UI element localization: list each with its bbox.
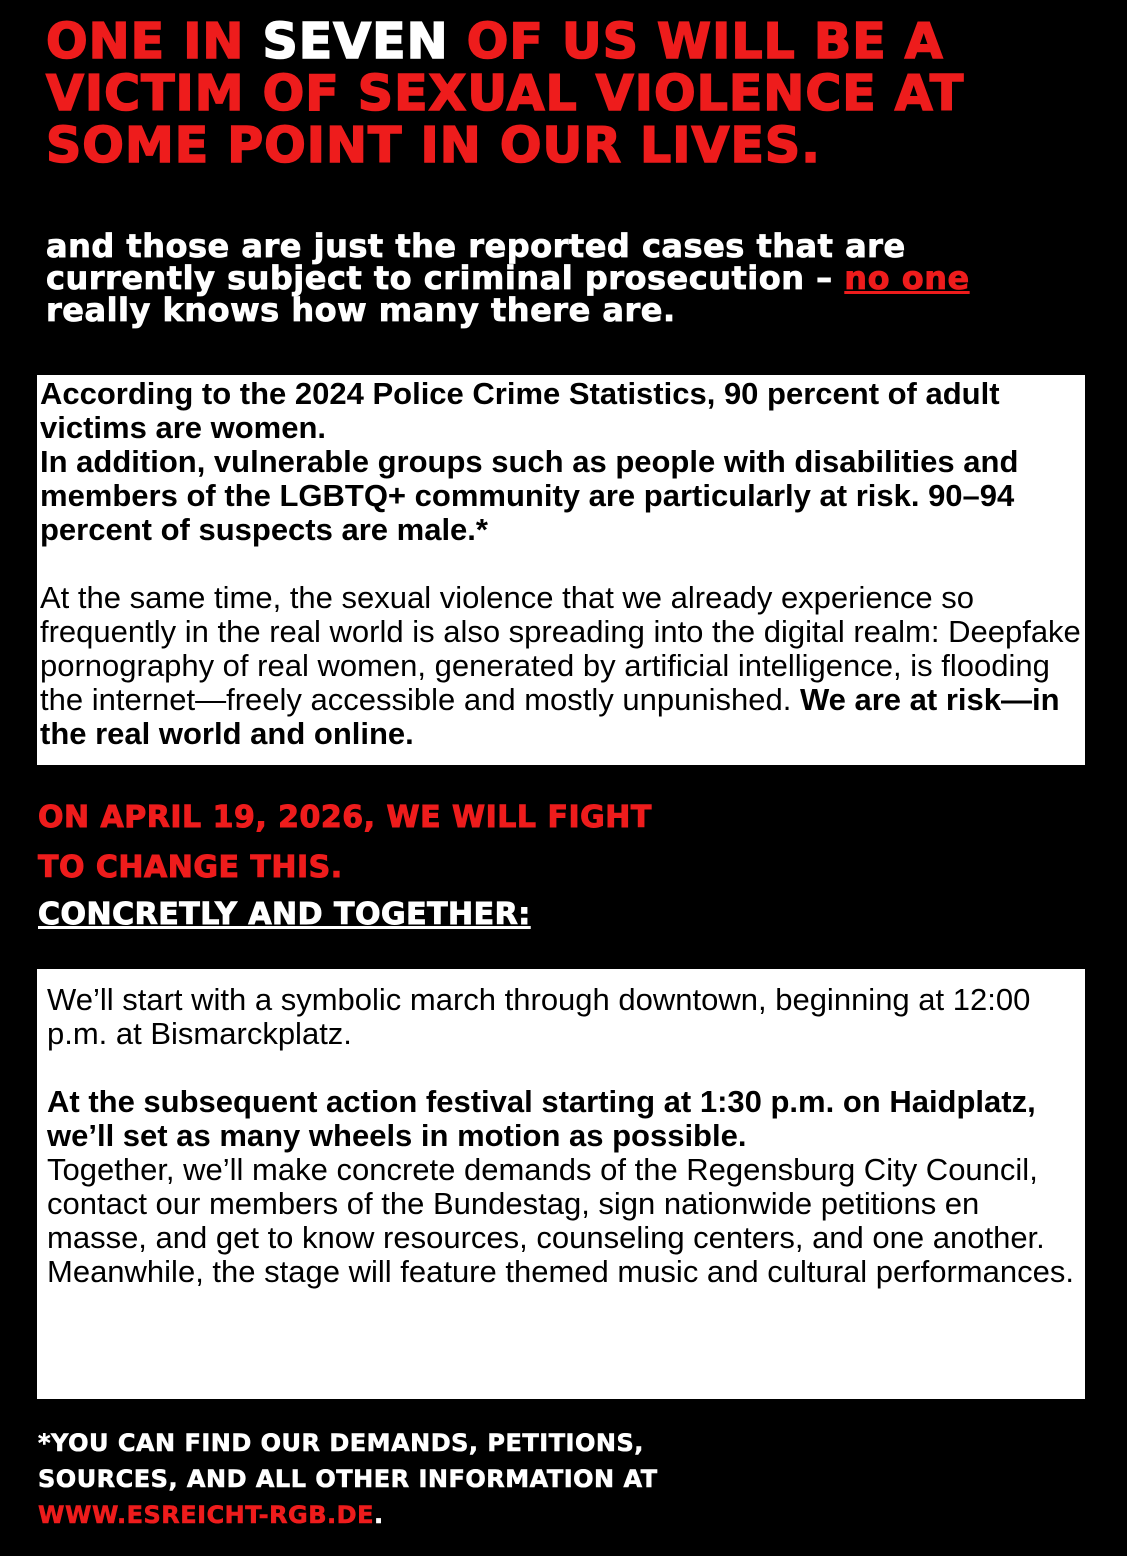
stats-line2: In addition, vulnerable groups such as people with disabilities and members of the LGBTQ+ community are particularly at risk. 90–94 percent of suspects are male.*: [40, 444, 1019, 547]
call-line2: TO CHANGE THIS.: [38, 850, 343, 885]
footer-line2: SOURCES, AND ALL OTHER INFORMATION AT: [38, 1465, 658, 1493]
statistics-box: [37, 375, 1085, 765]
headline-emphasis: SEVEN: [262, 13, 449, 70]
headline-part1: ONE IN: [46, 13, 263, 70]
headline: [46, 13, 1124, 174]
subhead-part2: really knows how many there are.: [46, 291, 676, 329]
call-together: CONCRETLY AND TOGETHER:: [38, 897, 531, 932]
website-link[interactable]: WWW.ESREICHT-RGB.DE: [38, 1501, 374, 1529]
subhead-highlight: no one: [844, 259, 970, 297]
stats-line1: According to the 2024 Police Crime Statistics, 90 percent of adult victims are women.: [40, 376, 1000, 445]
subhead-part1: and those are just the reported cases that are currently subject to criminal prosecution –: [46, 227, 906, 297]
stats-paragraph-text: At the same time, the sexual violence that we already experience so frequently in the real world is also spreading into the digital realm: Deepfake pornography of real women, generated by artificial intelligence, is flooding the internet—freely accessible and mostly unpunished.: [40, 580, 1081, 717]
headline-part2: OF US WILL BE A VICTIM OF SEXUAL VIOLENCE AT SOME POINT IN OUR LIVES.: [46, 13, 965, 174]
stats-paragraph: [40, 581, 1081, 751]
plan-paragraph2: Together, we’ll make concrete demands of the Regensburg City Council, contact our members of the Bundestag, sign nationwide petitions en masse, and get to know resources, counseling centers, and one another. Meanwhile, the stage will feature themed music and cultural performances.: [47, 1152, 1074, 1289]
stats-paragraph-bold: We are at risk—in the real world and online.: [40, 682, 1060, 751]
subheadline: [46, 227, 1046, 329]
call-line1: ON APRIL 19, 2026, WE WILL FIGHT: [38, 800, 652, 835]
plan-box: [37, 969, 1085, 1399]
footer: [38, 1425, 1098, 1533]
footer-url-line: [38, 1497, 1098, 1533]
plan-paragraph1: We’ll start with a symbolic march through downtown, beginning at 12:00 p.m. at Bismarckplatz.: [47, 982, 1031, 1051]
plan-bold: At the subsequent action festival starting at 1:30 p.m. on Haidplatz, we’ll set as many wheels in motion as possible.: [47, 1084, 1036, 1153]
footer-line1: *YOU CAN FIND OUR DEMANDS, PETITIONS,: [38, 1429, 644, 1457]
footer-period: .: [373, 1501, 384, 1529]
